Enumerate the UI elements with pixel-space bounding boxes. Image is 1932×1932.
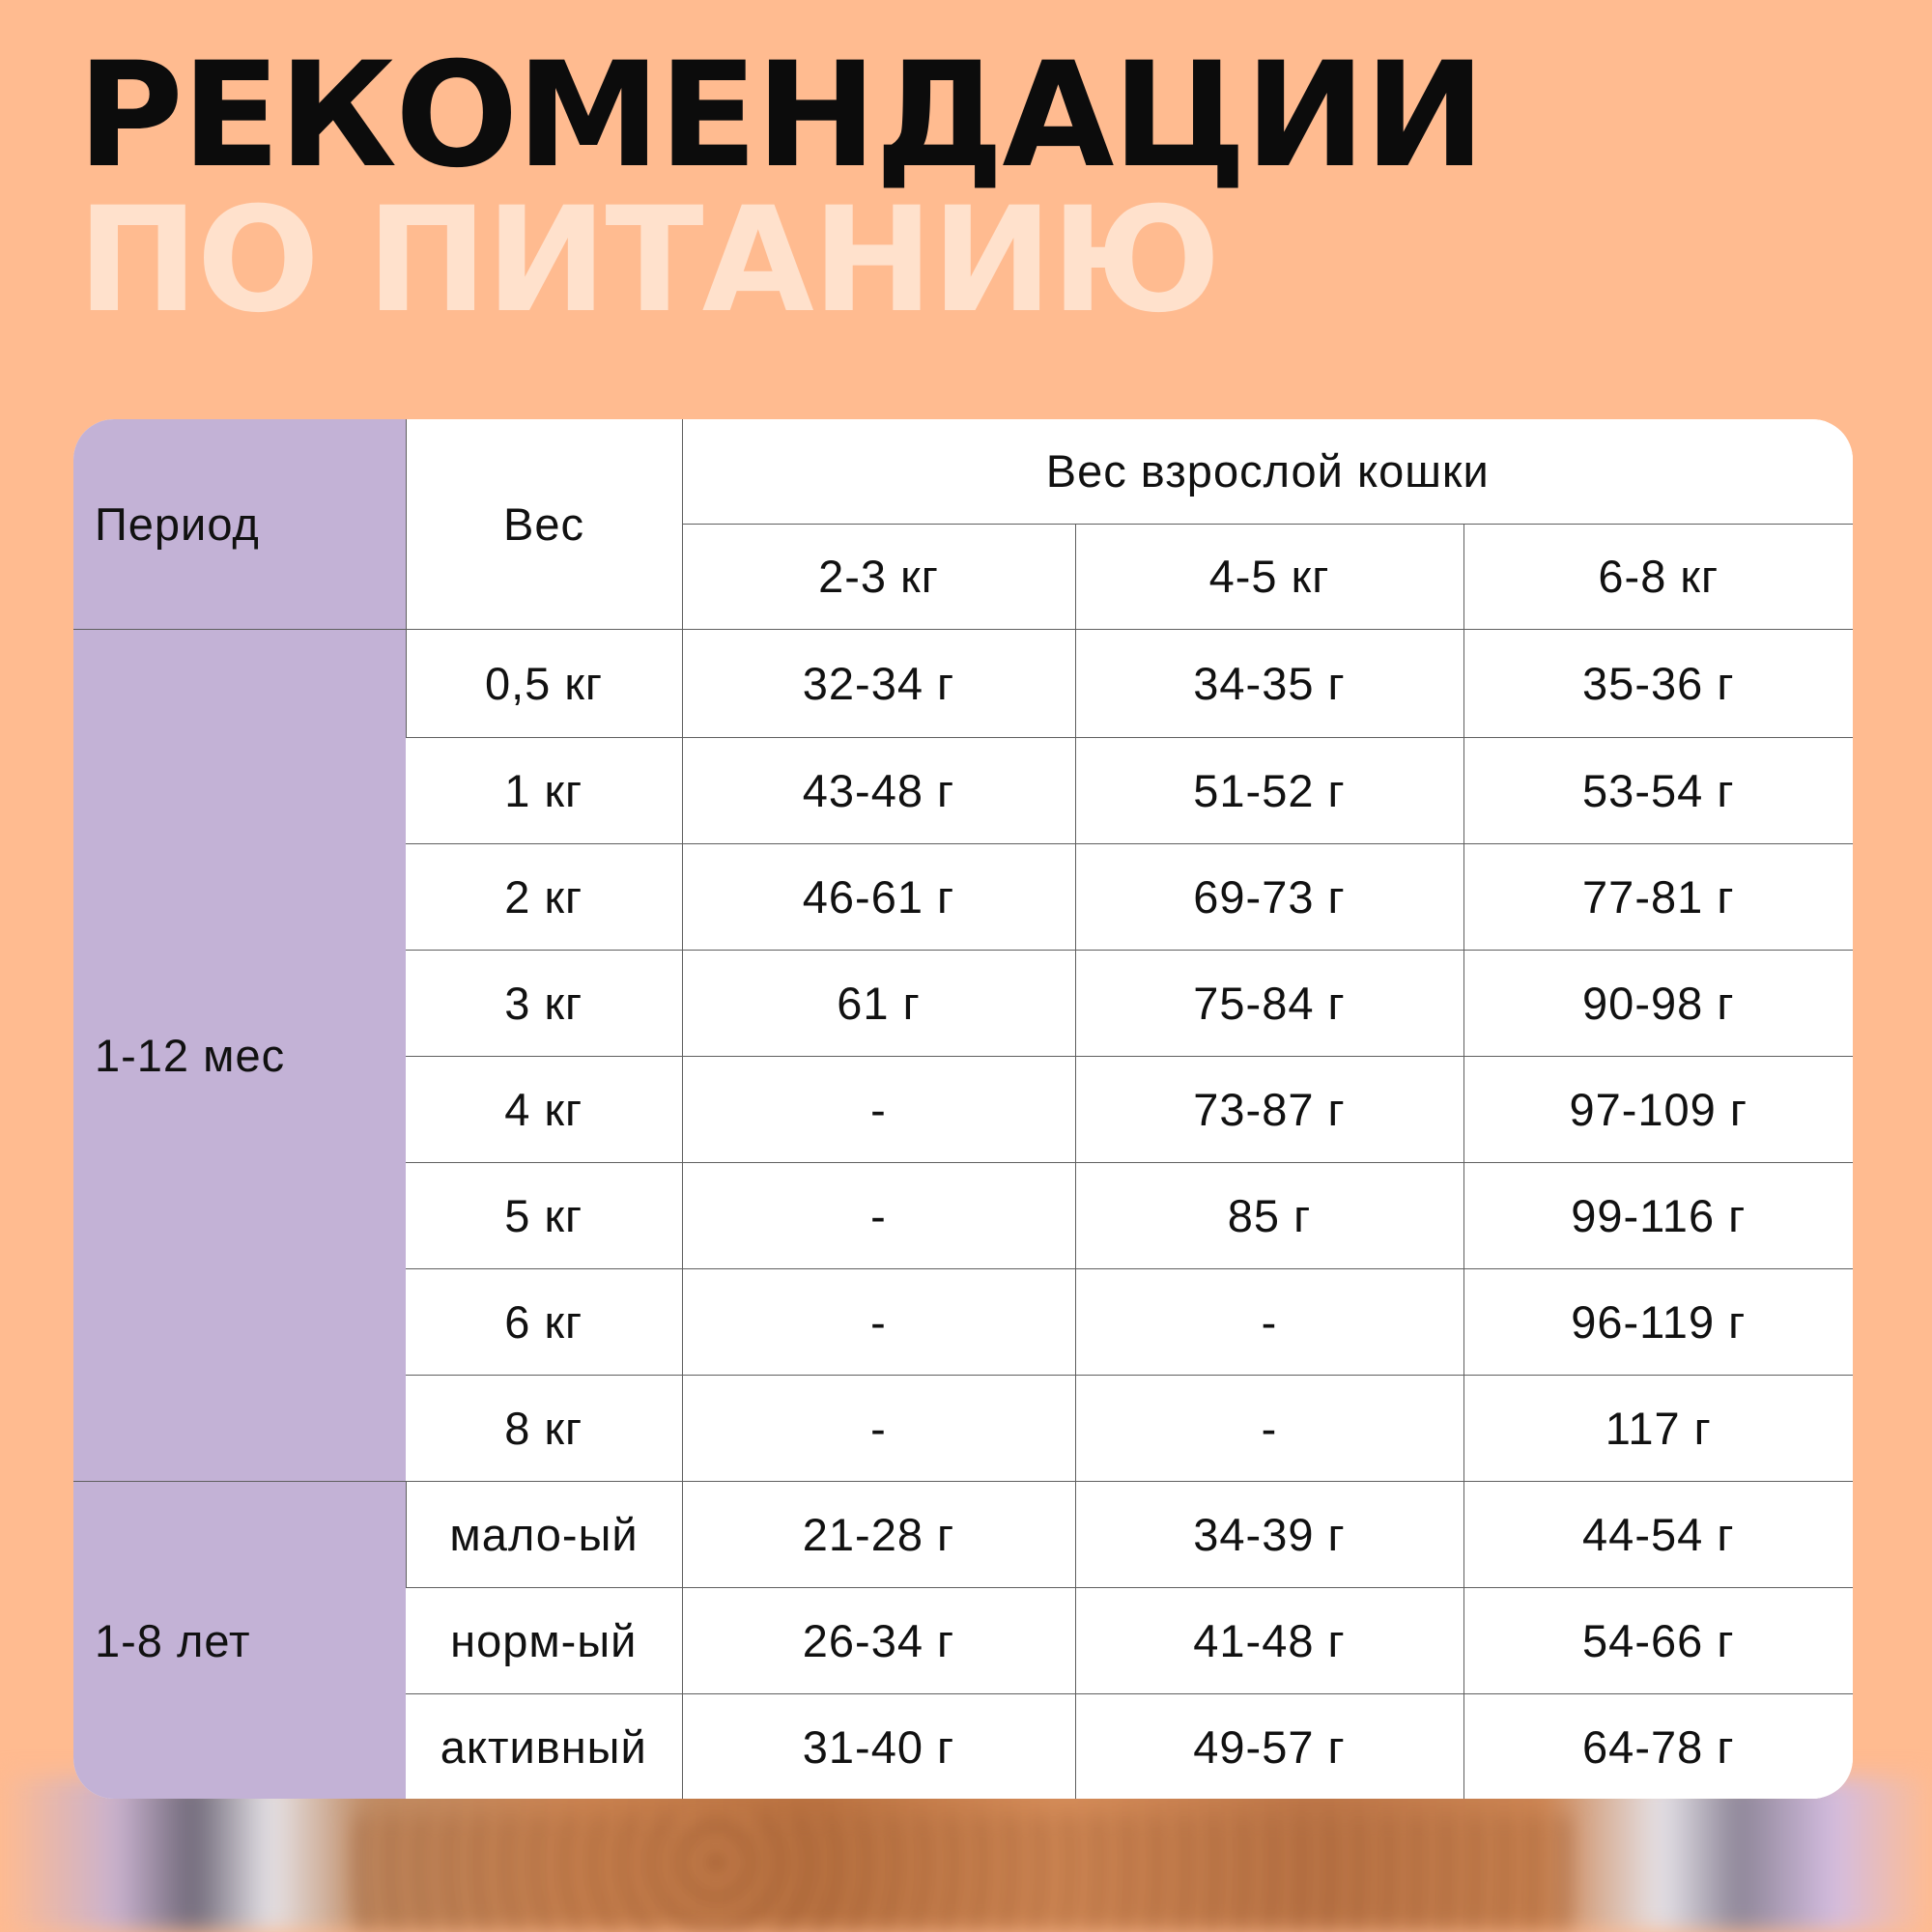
portion-cell: 49-57 г — [1075, 1693, 1463, 1799]
portion-cell: - — [1075, 1268, 1463, 1375]
feeding-table-body — [73, 419, 1853, 1799]
portion-cell: 117 г — [1463, 1375, 1853, 1481]
portion-cell: 90-98 г — [1463, 950, 1853, 1056]
portion-cell: 41-48 г — [1075, 1587, 1463, 1693]
portion-cell: 51-52 г — [1075, 737, 1463, 843]
portion-cell: 69-73 г — [1075, 843, 1463, 950]
weight-cell: мало-ый — [406, 1481, 682, 1587]
portion-cell: 21-28 г — [682, 1481, 1075, 1587]
portion-cell: 35-36 г — [1463, 629, 1853, 737]
weight-cell: 3 кг — [406, 950, 682, 1056]
feeding-table-card — [73, 419, 1853, 1799]
weight-cell: 8 кг — [406, 1375, 682, 1481]
portion-cell: - — [682, 1162, 1075, 1268]
portion-cell: 99-116 г — [1463, 1162, 1853, 1268]
portion-cell: 34-39 г — [1075, 1481, 1463, 1587]
portion-cell: 53-54 г — [1463, 737, 1853, 843]
weight-cell: 4 кг — [406, 1056, 682, 1162]
weight-cell: 0,5 кг — [406, 629, 682, 737]
portion-cell: 46-61 г — [682, 843, 1075, 950]
weight-cell: 2 кг — [406, 843, 682, 950]
header-adult-weight: Вес взрослой кошки — [682, 419, 1853, 524]
page-title-line-2: ПО ПИТАНИЮ — [77, 177, 1219, 345]
portion-cell: 96-119 г — [1463, 1268, 1853, 1375]
feeding-table — [73, 419, 1853, 1799]
portion-cell: 73-87 г — [1075, 1056, 1463, 1162]
table-row — [73, 1481, 1853, 1587]
portion-cell: 85 г — [1075, 1162, 1463, 1268]
header-column-1: 2-3 кг — [682, 524, 1075, 629]
weight-cell: активный — [406, 1693, 682, 1799]
portion-cell: 75-84 г — [1075, 950, 1463, 1056]
period-cell: 1-8 лет — [73, 1481, 406, 1799]
portion-cell: 32-34 г — [682, 629, 1075, 737]
portion-cell: 54-66 г — [1463, 1587, 1853, 1693]
header-period: Период — [73, 419, 406, 629]
header-weight: Вес — [406, 419, 682, 629]
header-column-2: 4-5 кг — [1075, 524, 1463, 629]
portion-cell: - — [682, 1056, 1075, 1162]
portion-cell: 34-35 г — [1075, 629, 1463, 737]
portion-cell: - — [682, 1268, 1075, 1375]
header-column-3: 6-8 кг — [1463, 524, 1853, 629]
portion-cell: 26-34 г — [682, 1587, 1075, 1693]
table-header-row — [73, 419, 1853, 524]
portion-cell: 64-78 г — [1463, 1693, 1853, 1799]
portion-cell: 61 г — [682, 950, 1075, 1056]
portion-cell: 77-81 г — [1463, 843, 1853, 950]
portion-cell: - — [682, 1375, 1075, 1481]
portion-cell: 43-48 г — [682, 737, 1075, 843]
portion-cell: 97-109 г — [1463, 1056, 1853, 1162]
table-row — [73, 629, 1853, 737]
portion-cell: 31-40 г — [682, 1693, 1075, 1799]
weight-cell: 6 кг — [406, 1268, 682, 1375]
weight-cell: норм-ый — [406, 1587, 682, 1693]
period-cell: 1-12 мес — [73, 629, 406, 1481]
weight-cell: 5 кг — [406, 1162, 682, 1268]
portion-cell: - — [1075, 1375, 1463, 1481]
portion-cell: 44-54 г — [1463, 1481, 1853, 1587]
page-title-line-1: РЕКОМЕНДАЦИИ — [77, 32, 1484, 200]
weight-cell: 1 кг — [406, 737, 682, 843]
food-bowl-kibble-image — [348, 1816, 1575, 1932]
